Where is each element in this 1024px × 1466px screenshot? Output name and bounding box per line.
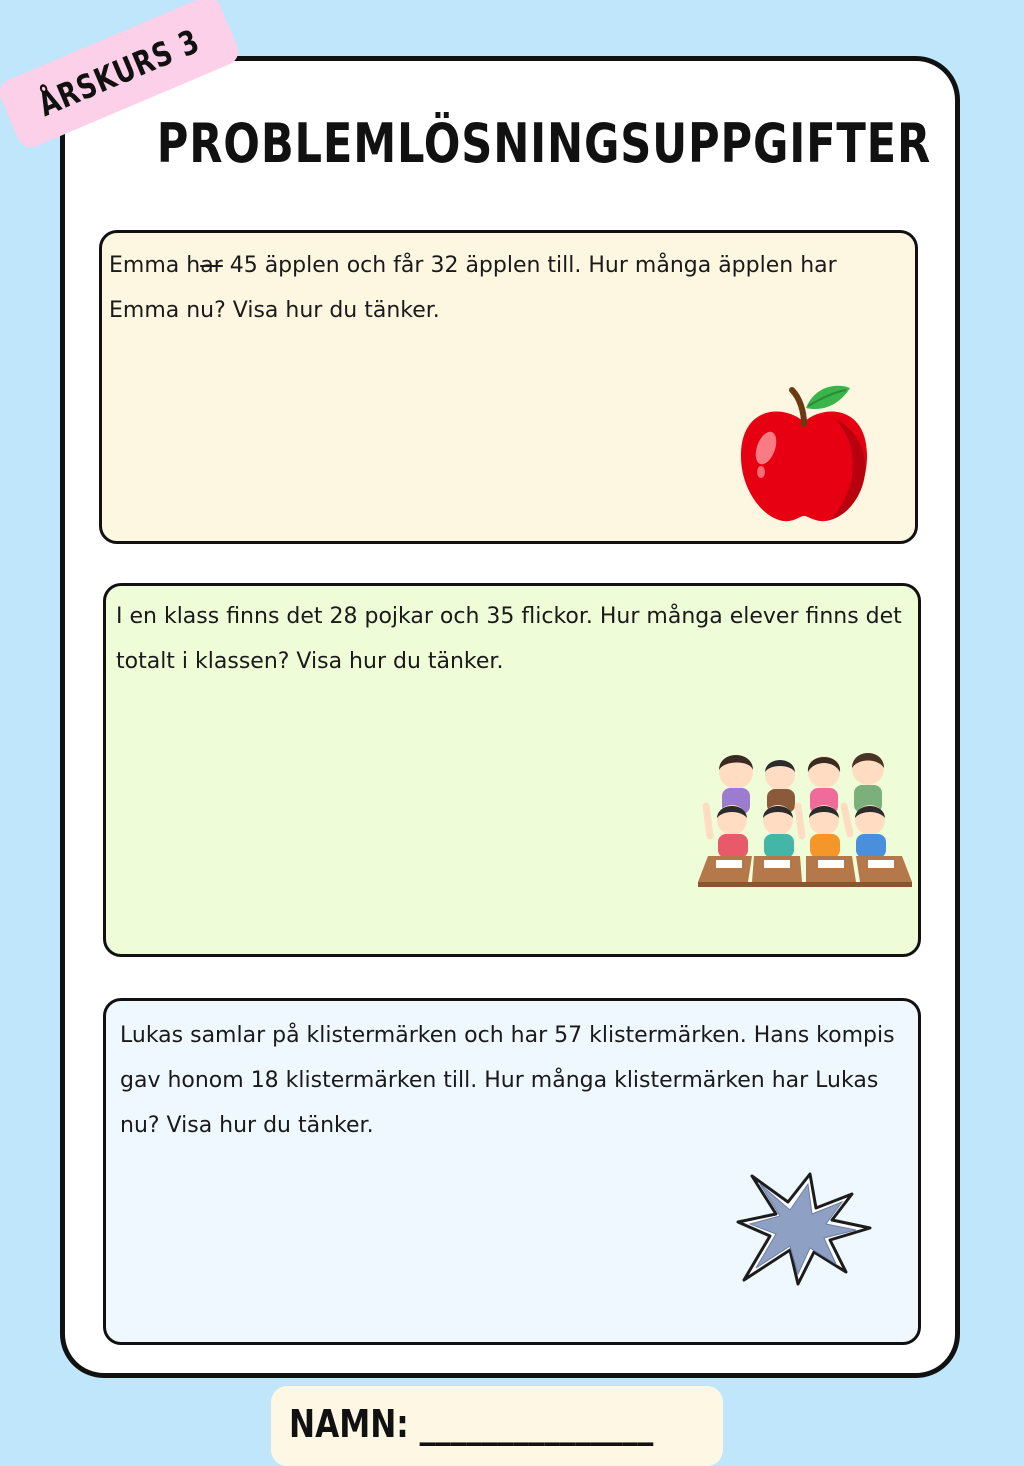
name-field[interactable] xyxy=(271,1386,723,1466)
task-2-text: I en klass finns det 28 pojkar och 35 flickor. Hur många elever finns det totalt i klassen? Visa hur du tänker. xyxy=(116,604,902,674)
star-sticker-icon xyxy=(736,1170,872,1288)
task-1-text-end: 45 äpplen och får 32 äpplen till. Hur många äpplen har Emma nu? Visa hur du tänker. xyxy=(109,253,837,323)
task-1-text-struck: ar xyxy=(200,253,223,278)
classroom-students-icon xyxy=(694,742,916,888)
task-1-text-start: Emma h xyxy=(109,253,201,278)
task-1-text xyxy=(109,243,899,333)
page-title xyxy=(60,112,960,175)
grade-tag-label: ÅRSKURS 3 xyxy=(32,20,206,124)
apple-icon xyxy=(734,382,874,528)
page-title-text: PROBLEMLÖSNINGSUPPGIFTER xyxy=(156,112,932,175)
name-label: NAMN: _______________ xyxy=(289,1402,654,1446)
task-3-text: Lukas samlar på klistermärken och har 57 klistermärken. Hans kompis gav honom 18 klistermärken till. Hur många klistermärken har Lukas nu? Visa hur du tänker. xyxy=(120,1023,895,1138)
